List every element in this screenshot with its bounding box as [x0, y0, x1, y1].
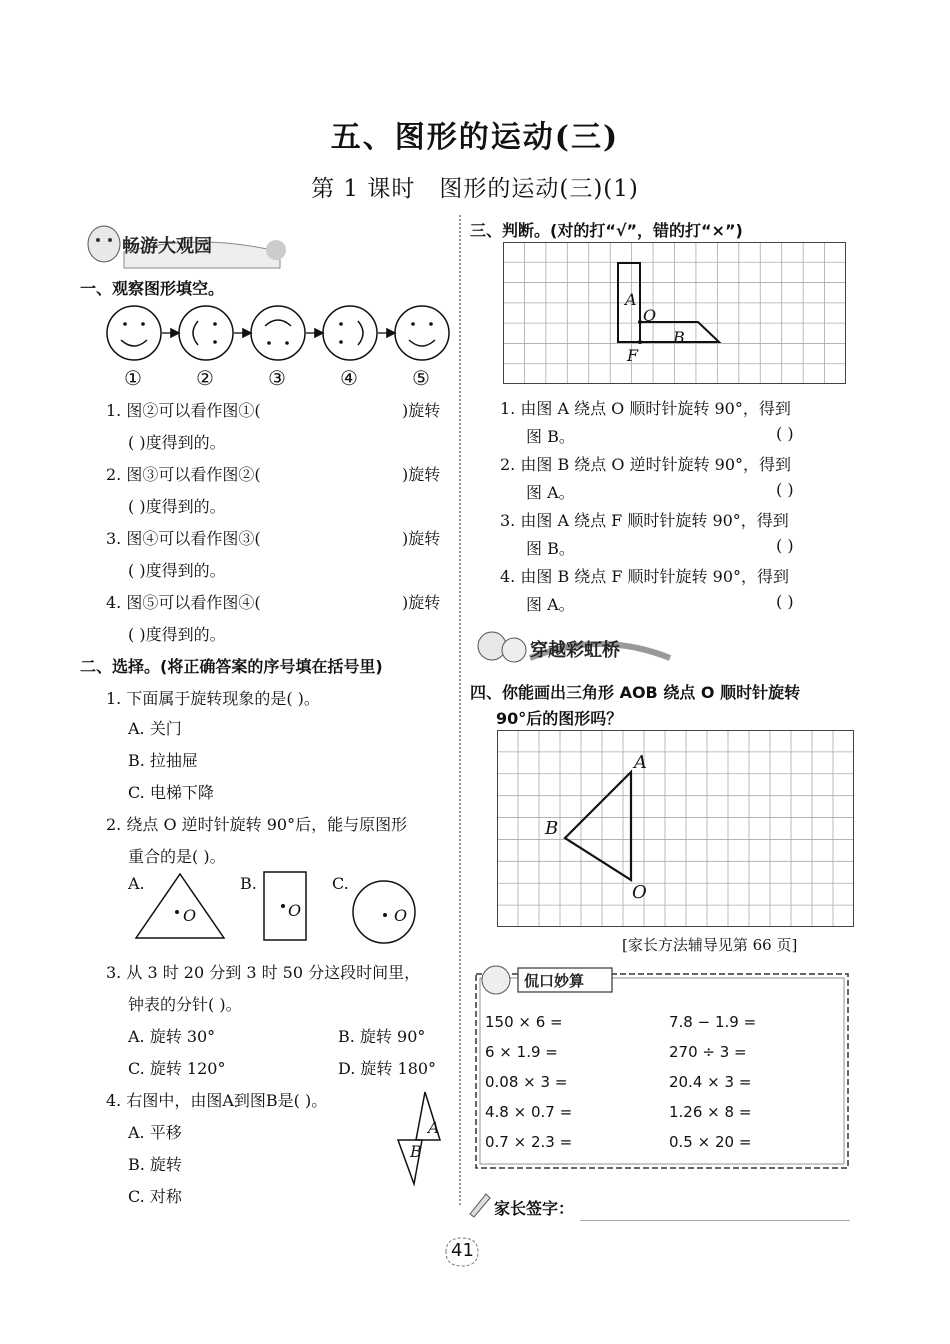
point-o — [638, 320, 642, 324]
figure-label-4: ④ — [340, 366, 358, 390]
s2-q3-option-b: B. 旋转 90° — [338, 1027, 426, 1046]
tree-icon — [266, 240, 286, 260]
s3-item2-line1: 2. 由图 B 绕点 O 逆时针旋转 90°，得到 — [500, 455, 792, 474]
s3-item4-line2: 图 A。 — [526, 595, 575, 614]
face-figure-2 — [179, 306, 233, 360]
s1-item3-rot: )旋转 — [402, 529, 441, 548]
q2-shapes — [130, 868, 430, 944]
calc-left-1: 150 × 6 = — [485, 1013, 563, 1031]
s3-item2-paren: ( ) — [776, 480, 794, 499]
grid3-label-b: B — [673, 328, 685, 347]
s3-item1-line1: 1. 由图 A 绕点 O 顺时针旋转 90°，得到 — [500, 399, 791, 418]
face-figure-1 — [107, 306, 161, 360]
s1-item1-line1: 1. 图②可以看作图①( — [106, 401, 261, 420]
s2-q3-option-c: C. 旋转 120° — [128, 1059, 226, 1078]
judgement-grid — [503, 242, 846, 384]
s2-q1-option-a: A. 关门 — [128, 719, 182, 738]
badge-chuanyue-label: 穿越彩虹桥 — [530, 640, 620, 661]
circle-center-dot — [383, 913, 387, 917]
triangle-aob — [565, 772, 631, 880]
calc-left-4: 4.8 × 0.7 = — [485, 1103, 573, 1121]
kids-icon — [478, 632, 506, 660]
s2-q2-label-b: B. — [240, 874, 257, 893]
calc-left-5: 0.7 × 2.3 = — [485, 1133, 573, 1151]
s1-item4-rot: )旋转 — [402, 593, 441, 612]
s3-item1-line2: 图 B。 — [526, 427, 575, 446]
signature-label: 家长签字： — [494, 1199, 575, 1218]
q4-label-a: A — [428, 1118, 440, 1137]
section1-heading: 一、观察图形填空。 — [80, 279, 225, 298]
figure-label-3: ③ — [268, 366, 286, 390]
method-note: [家长方法辅导见第 66 页] — [622, 936, 798, 954]
s1-item3-line2: ( )度得到的。 — [128, 561, 226, 580]
s2-q3-line2: 钟表的分针( )。 — [128, 995, 242, 1014]
s2-q3-option-a: A. 旋转 30° — [128, 1027, 216, 1046]
s1-item3-line1: 3. 图④可以看作图③( — [106, 529, 261, 548]
s2-q4-option-b: B. 旋转 — [128, 1155, 182, 1174]
s2-q4: 4. 右图中，由图A到图B是( )。 — [106, 1091, 328, 1110]
section2-heading: 二、选择。(将正确答案的序号填在括号里) — [80, 657, 383, 676]
point-f — [638, 340, 642, 344]
calc-right-2: 270 ÷ 3 = — [669, 1043, 747, 1061]
q4-label-b: B — [410, 1142, 422, 1161]
calc-left-2: 6 × 1.9 = — [485, 1043, 558, 1061]
s3-item4-line1: 4. 由图 B 绕点 F 顺时针旋转 90°，得到 — [500, 567, 790, 586]
s3-item3-line2: 图 B。 — [526, 539, 575, 558]
s1-item4-line2: ( )度得到的。 — [128, 625, 226, 644]
circle-point-o: O — [394, 906, 408, 925]
faces-sequence — [100, 300, 460, 366]
s3-item2-line2: 图 A。 — [526, 483, 575, 502]
pencil-icon — [466, 1190, 492, 1218]
s1-item4-line1: 4. 图⑤可以看作图④( — [106, 593, 261, 612]
triangle-point-o: O — [183, 906, 197, 925]
calc-badge-label: 侃口妙算 — [524, 972, 585, 990]
grid3-label-o: O — [643, 306, 657, 325]
section3-heading: 三、判断。(对的打“√”，错的打“×”) — [470, 221, 743, 240]
signature-line — [580, 1220, 850, 1221]
s2-q2-line1: 2. 绕点 O 逆时针旋转 90°后，能与原图形 — [106, 815, 408, 834]
calc-right-3: 20.4 × 3 = — [669, 1073, 752, 1091]
figure-label-2: ② — [196, 366, 214, 390]
cartoon-icon — [88, 226, 120, 262]
rectangle-point-o: O — [288, 901, 302, 920]
s2-q2-label-c: C. — [332, 874, 349, 893]
s2-q3-line1: 3. 从 3 时 20 分到 3 时 50 分这段时间里， — [106, 963, 421, 982]
rectangle-center-dot — [281, 904, 285, 908]
s1-item2-rot: )旋转 — [402, 465, 441, 484]
figure-label-5: ⑤ — [412, 366, 430, 390]
section4-heading-line2: 90°后的图形吗？ — [496, 709, 623, 728]
triangle-center-dot — [175, 910, 179, 914]
s2-q4-option-a: A. 平移 — [128, 1123, 182, 1142]
s3-item3-paren: ( ) — [776, 536, 794, 555]
calc-right-1: 7.8 − 1.9 = — [669, 1013, 757, 1031]
s3-item3-line1: 3. 由图 A 绕点 F 顺时针旋转 90°，得到 — [500, 511, 789, 530]
s2-q2-line2: 重合的是( )。 — [128, 847, 226, 866]
grid4-label-o: O — [632, 882, 647, 903]
face-figure-3 — [251, 306, 305, 360]
section4-heading-line1: 四、你能画出三角形 AOB 绕点 O 顺时针旋转 — [470, 683, 801, 702]
page-number: 41 — [451, 1240, 474, 1261]
face-figure-5 — [395, 306, 449, 360]
s3-item4-paren: ( ) — [776, 592, 794, 611]
grid4-label-a: A — [634, 752, 647, 773]
triangle-shape — [136, 874, 224, 938]
s2-q3-option-d: D. 旋转 180° — [338, 1059, 437, 1078]
face-figure-4 — [323, 306, 377, 360]
calc-right-5: 0.5 × 20 = — [669, 1133, 752, 1151]
calc-right-4: 1.26 × 8 = — [669, 1103, 752, 1121]
grid3-label-a: A — [625, 290, 637, 309]
s2-q1-option-b: B. 拉抽屉 — [128, 751, 198, 770]
s1-item2-line2: ( )度得到的。 — [128, 497, 226, 516]
badge-changyou-label: 畅游大观园 — [122, 236, 212, 257]
lesson-subtitle: 第 1 课时 图形的运动(三)(1) — [311, 176, 639, 202]
s2-q4-option-c: C. 对称 — [128, 1187, 182, 1206]
s1-item1-rot: )旋转 — [402, 401, 441, 420]
page-title: 五、图形的运动(三) — [330, 120, 620, 155]
s2-q1-option-c: C. 电梯下降 — [128, 783, 214, 802]
grid4-label-b: B — [545, 818, 559, 839]
s3-item1-paren: ( ) — [776, 424, 794, 443]
owl-icon — [482, 966, 510, 994]
grid3-label-f: F — [627, 346, 639, 365]
s2-q1: 1. 下面属于旋转现象的是( )。 — [106, 689, 320, 708]
figure-label-1: ① — [124, 366, 142, 390]
s1-item1-line2: ( )度得到的。 — [128, 433, 226, 452]
s2-q2-label-a: A. — [128, 874, 145, 893]
q4-triangles — [390, 1088, 450, 1188]
calc-left-3: 0.08 × 3 = — [485, 1073, 568, 1091]
s1-item2-line1: 2. 图③可以看作图②( — [106, 465, 261, 484]
